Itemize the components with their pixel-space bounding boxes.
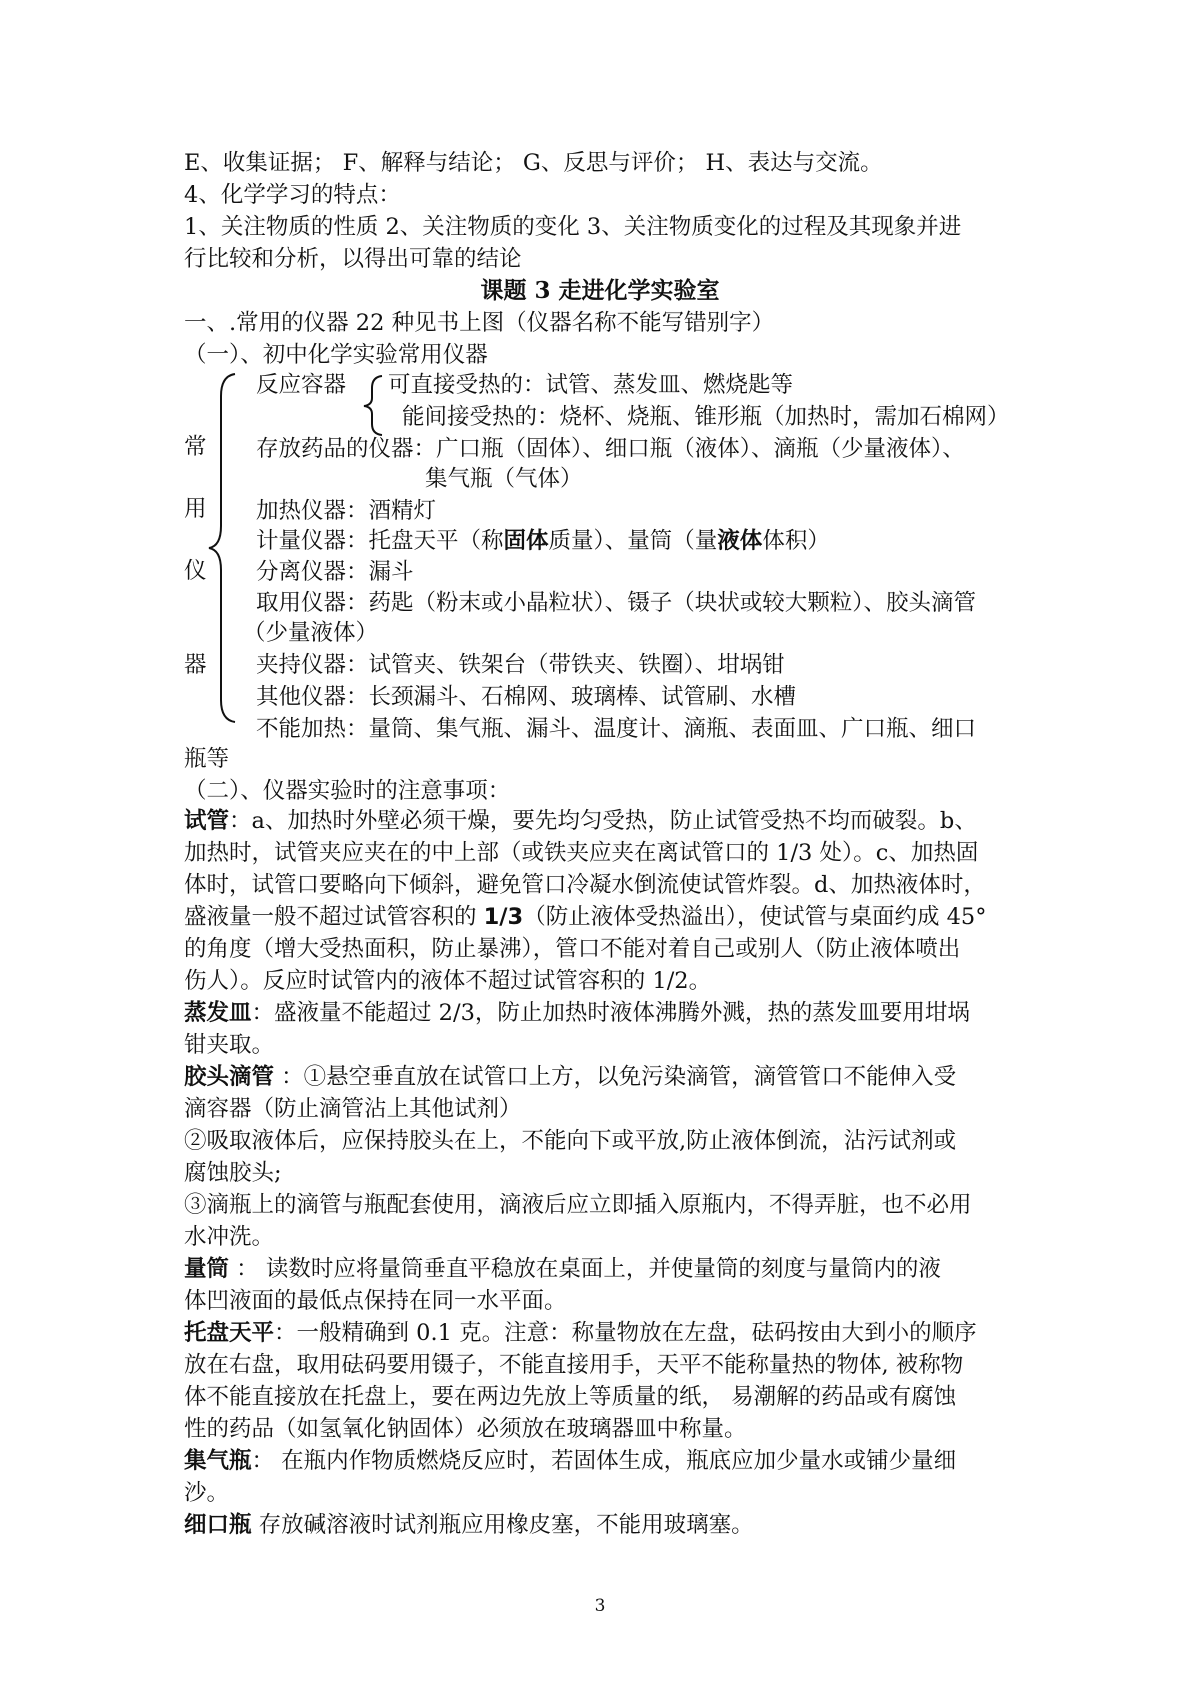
- tree-item-taking: 取用仪器：药匙（粉末或小晶粒状）、镊子（块状或较大颗粒）、胶头滴管: [256, 590, 977, 616]
- emphasis-text: 1/3: [483, 904, 524, 930]
- emphasis-text: 液体: [717, 528, 763, 554]
- text-line: ③滴瓶上的滴管与瓶配套使用，滴液后应立即插入原瓶内，不得弄脏，也不必用: [184, 1192, 972, 1218]
- text-line: 沙。: [184, 1480, 230, 1506]
- vertical-label-char: 器: [184, 652, 207, 678]
- text-span: （防止液体受热溢出），使试管与桌面约成 45°: [523, 904, 987, 930]
- page-number: 3: [594, 1596, 606, 1616]
- tree-item-separation: 分离仪器：漏斗: [256, 559, 414, 585]
- paragraph-evaporating-dish: [184, 998, 970, 1028]
- tree-item-holding: 夹持仪器：试管夹、铁架台（带铁夹、铁圈）、坩埚钳: [256, 652, 785, 678]
- paragraph-gas-bottle: [184, 1446, 956, 1476]
- text-line: 行比较和分析，以得出可靠的结论: [184, 246, 522, 272]
- paragraph-balance: [184, 1318, 977, 1348]
- tree-item-indirect-heating: 能间接受热的：烧杯、烧瓶、锥形瓶（加热时，需加石棉网）: [402, 404, 1010, 430]
- term-label: 蒸发皿: [184, 1000, 252, 1026]
- tree-item-no-heating: 不能加热：量筒、集气瓶、漏斗、温度计、滴瓶、表面皿、广口瓶、细口: [256, 716, 977, 742]
- text-line: 钳夹取。: [184, 1032, 275, 1058]
- term-label: 胶头滴管: [184, 1064, 275, 1090]
- text-line: 4、化学学习的特点：: [184, 182, 401, 208]
- text-line: 滴容器（防止滴管沾上其他试剂）: [184, 1096, 522, 1122]
- text-line: 伤人）。反应时试管内的液体不超过试管容积的 1/2。: [184, 968, 712, 994]
- text-span: ：一般精确到 0.1 克。注意：称量物放在左盘，砝码按由大到小的顺序: [274, 1320, 977, 1346]
- text-span: ：①悬空垂直放在试管口上方，以免污染滴管，滴管管口不能伸入受: [274, 1064, 957, 1090]
- text-span: ：a、加热时外壁必须干燥，要先均匀受热，防止试管受热不均而破裂。b、: [229, 808, 977, 834]
- text-line: 性的药品（如氢氧化钠固体）必须放在玻璃器皿中称量。: [184, 1416, 747, 1442]
- text-line: 体凹液面的最低点保持在同一水平面。: [184, 1288, 567, 1314]
- tree-item-measuring: [256, 526, 830, 556]
- text-span: 质量）、量筒（量: [548, 528, 718, 554]
- text-line: 加热时，试管夹应夹在的中上部（或铁夹应夹在离试管口的 1/3 处）。c、加热固: [184, 840, 979, 866]
- text-span: 存放碱溶液时试剂瓶应用橡皮塞，不能用玻璃塞。: [251, 1512, 754, 1538]
- paragraph-dropper: [184, 1062, 956, 1092]
- term-label: 集气瓶: [184, 1448, 252, 1474]
- text-line: 水冲洗。: [184, 1224, 275, 1250]
- text-line: 1、关注物质的性质 2、关注物质的变化 3、关注物质变化的过程及其现象并进: [184, 214, 962, 240]
- text-span: 体积）: [762, 528, 830, 554]
- tree-item-heating: 加热仪器：酒精灯: [256, 498, 437, 524]
- text-span: 计量仪器：托盘天平（称: [256, 528, 504, 554]
- text-line: [184, 902, 986, 932]
- text-span: ：盛液量不能超过 2/3，防止加热时液体沸腾外溅，热的蒸发皿要用坩埚: [251, 1000, 970, 1026]
- paragraph-test-tube: [184, 806, 977, 836]
- term-label: 试管: [184, 808, 230, 834]
- tree-item-reaction: 反应容器: [256, 372, 347, 398]
- tree-item-storage: 存放药品的仪器：广口瓶（固体）、细口瓶（液体）、滴瓶（少量液体）、: [256, 436, 965, 462]
- text-line: 体时，试管口要略向下倾斜，避免管口冷凝水倒流使试管炸裂。d、加热液体时，: [184, 872, 986, 898]
- lesson-title: 课题 3 走进化学实验室: [480, 277, 720, 304]
- text-line: 放在右盘，取用砝码要用镊子，不能直接用手，天平不能称量热的物体, 被称物: [184, 1352, 964, 1378]
- term-label: 托盘天平: [184, 1320, 275, 1346]
- paragraph-graduated-cylinder: [184, 1254, 941, 1284]
- vertical-label-char: 用: [184, 496, 207, 522]
- vertical-label-char: 仪: [184, 558, 207, 584]
- subsection-heading: （二）、仪器实验时的注意事项：: [184, 778, 511, 804]
- text-line: ②吸取液体后，应保持胶头在上，不能向下或平放,防止液体倒流，沾污试剂或: [184, 1128, 957, 1154]
- vertical-label-char: 常: [184, 434, 207, 460]
- emphasis-text: 固体: [503, 528, 549, 554]
- section-heading: 一、.常用的仪器 22 种见书上图（仪器名称不能写错别字）: [184, 310, 775, 336]
- small-brace-icon: [360, 374, 386, 436]
- tree-item-taking-cont: （少量液体）: [243, 620, 379, 646]
- text-line: 的角度（增大受热面积，防止暴沸），管口不能对着自己或别人（防止液体喷出: [184, 936, 961, 962]
- text-span: 盛液量一般不超过试管容积的: [184, 904, 484, 930]
- text-span: ： 读数时应将量筒垂直平稳放在桌面上，并使量筒的刻度与量筒内的液: [229, 1256, 941, 1282]
- term-label: 量筒: [184, 1256, 230, 1282]
- tree-item-direct-heating: 可直接受热的：试管、蒸发皿、燃烧匙等: [388, 372, 794, 398]
- tree-item-other: 其他仪器：长颈漏斗、石棉网、玻璃棒、试管刷、水槽: [256, 684, 797, 710]
- term-label: 细口瓶: [184, 1512, 252, 1538]
- paragraph-narrow-bottle: [184, 1510, 754, 1540]
- text-line: 体不能直接放在托盘上，要在两边先放上等质量的纸， 易潮解的药品或有腐蚀: [184, 1384, 957, 1410]
- subsection-heading: （一）、初中化学实验常用仪器: [184, 342, 488, 368]
- tree-item-storage-cont: 集气瓶（气体）: [425, 466, 583, 492]
- tree-item-no-heating-cont: 瓶等: [184, 746, 230, 772]
- text-span: ： 在瓶内作物质燃烧反应时，若固体生成，瓶底应加少量水或铺少量细: [251, 1448, 957, 1474]
- text-line: E、收集证据； F、解释与结论； G、反思与评价； H、表达与交流。: [184, 150, 883, 176]
- text-line: 腐蚀胶头;: [184, 1160, 282, 1186]
- left-brace-icon: [205, 372, 241, 724]
